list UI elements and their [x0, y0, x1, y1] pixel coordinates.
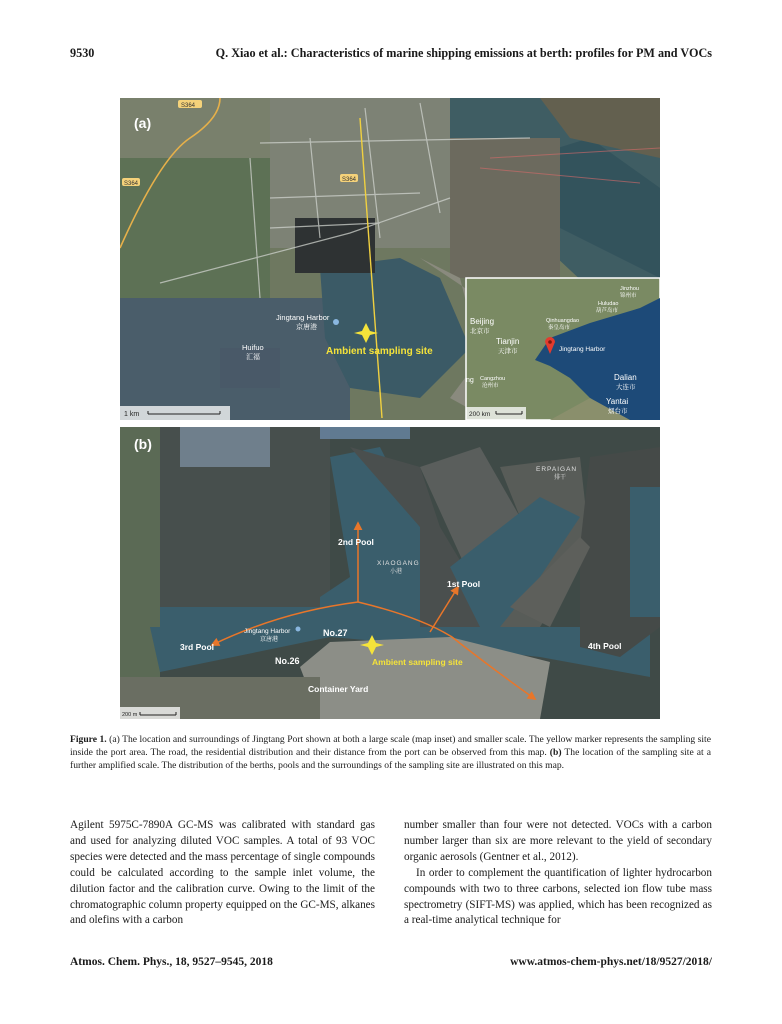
inset-label-tianjin-cn: 天津市 [498, 348, 518, 355]
road-label: S364 [124, 181, 139, 187]
inset-label-cangzhou: Cangzhou [480, 376, 506, 382]
inset-label-dalian-cn: 大连市 [616, 384, 636, 391]
inset-label-beijing: Beijing [470, 317, 495, 326]
inset-label-jinzhou: Jinzhou [620, 286, 639, 292]
body-left-column [70, 818, 375, 929]
area-label-erpaigan-cn: 排干 [554, 475, 567, 481]
inset-label-yantai-cn: 烟台市 [608, 408, 628, 415]
harbor-pin-icon [296, 627, 301, 632]
road-label: S364 [181, 103, 196, 109]
inset-scale-bar: 200 km [469, 411, 491, 418]
ambient-sampling-site-label: Ambient sampling site [326, 346, 433, 357]
scale-bar-b: 200 m [122, 712, 138, 718]
inset-label-huludao-cn: 葫芦岛市 [596, 308, 619, 314]
panel-label-a: (a) [134, 115, 152, 131]
inset-label-cangzhou-cn: 沧州市 [482, 383, 499, 389]
inset-label-tianjin: Tianjin [496, 337, 520, 346]
running-title: Q. Xiao et al.: Characteristics of marine shipping emissions at berth: profiles for PM and VOCs [215, 46, 712, 60]
harbor-label-b-cn: 京唐港 [260, 637, 279, 643]
place-label-jingtang: Jingtang Harbor [276, 313, 330, 322]
satellite-map-b [120, 427, 660, 719]
pool-label-3rd: 3rd Pool [180, 642, 215, 652]
caption-text-a: (a) The location and surroundings of Jingtang Port shown at both a large scale (map inset) and smaller scale. The yellow marker represents the sampling site inside the port area. The road, the residential distribution and their distance from the port can be observed from this map. [70, 734, 711, 759]
container-yard-label: Container Yard [308, 684, 369, 694]
footer-journal: Atmos. Chem. Phys., 18, 9527–9545, 2018 [70, 956, 273, 968]
inset-label-dalian: Dalian [614, 373, 637, 382]
figure-panel-b [120, 427, 660, 719]
pool-label-2nd: 2nd Pool [338, 537, 374, 547]
area-label-erpaigan: ERPAIGAN [536, 466, 578, 473]
place-label-huifuo: Huifuo [242, 343, 264, 352]
caption-label-b: (b) [549, 747, 562, 759]
area-label-xiaogang: XIAOGANG [377, 560, 420, 567]
ambient-sampling-site-label-b: Ambient sampling site [372, 657, 463, 667]
inset-label-yantai: Yantai [606, 397, 629, 406]
body-right-column [404, 818, 712, 929]
place-label-jingtang-cn: 京唐港 [296, 324, 317, 331]
figure-caption [70, 733, 711, 773]
area-label-xiaogang-cn: 小港 [390, 569, 403, 575]
inset-label-huludao: Huludao [598, 301, 619, 307]
footer-url: www.atmos-chem-phys.net/18/9527/2018/ [510, 956, 712, 968]
paragraph: In order to complement the quantification of lighter hydrocarbon compounds with two to three carbons, selected ion flow tube mass spectrometry (SIFT-MS) was applied, which has been recognized as a real-time analytical technique for [404, 866, 712, 927]
paragraph: number smaller than four were not detected. VOCs with a carbon number larger than six are more relevant to the yield of secondary organic aerosols (Gentner et al., 2012). [404, 819, 712, 863]
harbor-label-b: Jingtang Harbor [244, 628, 291, 635]
pool-label-4th: 4th Pool [588, 641, 622, 651]
inset-label-jinzhou-cn: 锦州市 [620, 293, 637, 299]
pool-label-1st: 1st Pool [447, 579, 481, 589]
figure-panel-a [120, 98, 660, 420]
caption-text-b: The location of the sampling site at a further amplified scale. The distribution of the berths, pools and the surroundings of the sampling site are illustrated on this map. [70, 747, 711, 772]
inset-label-cut: ng [466, 377, 474, 384]
place-label-huifuo-cn: 汇福 [246, 354, 260, 361]
caption-label: Figure 1. [70, 734, 107, 745]
inset-label-qinhuangdao: Qinhuangdao [546, 318, 580, 324]
harbor-pin-icon [333, 319, 339, 325]
page-number: 9530 [70, 46, 95, 60]
inset-label-beijing-cn: 北京市 [470, 328, 490, 335]
inset-map [466, 278, 660, 420]
inset-label-qinhuangdao-cn: 秦皇岛市 [548, 325, 571, 331]
panel-label-b: (b) [134, 436, 152, 452]
satellite-map-a [120, 98, 660, 420]
road-label: S364 [342, 177, 357, 183]
berth-label-no26: No.26 [275, 656, 300, 666]
berth-label-no27: No.27 [323, 628, 348, 638]
paragraph: Agilent 5975C-7890A GC-MS was calibrated with standard gas and used for analyzing diluted VOC samples. A total of 93 VOC species were detected and the mass percentage of single compounds could be calculated according to the sample inlet volume, the dilution factor and the calibration curve. Owing to the limit of the chromatographic column property equipped on the GC-MS, alkanes and olefins with a carbon [70, 819, 375, 927]
scale-bar-a: 1 km [124, 411, 140, 418]
inset-label-jingtang: Jingtang Harbor [559, 346, 606, 353]
